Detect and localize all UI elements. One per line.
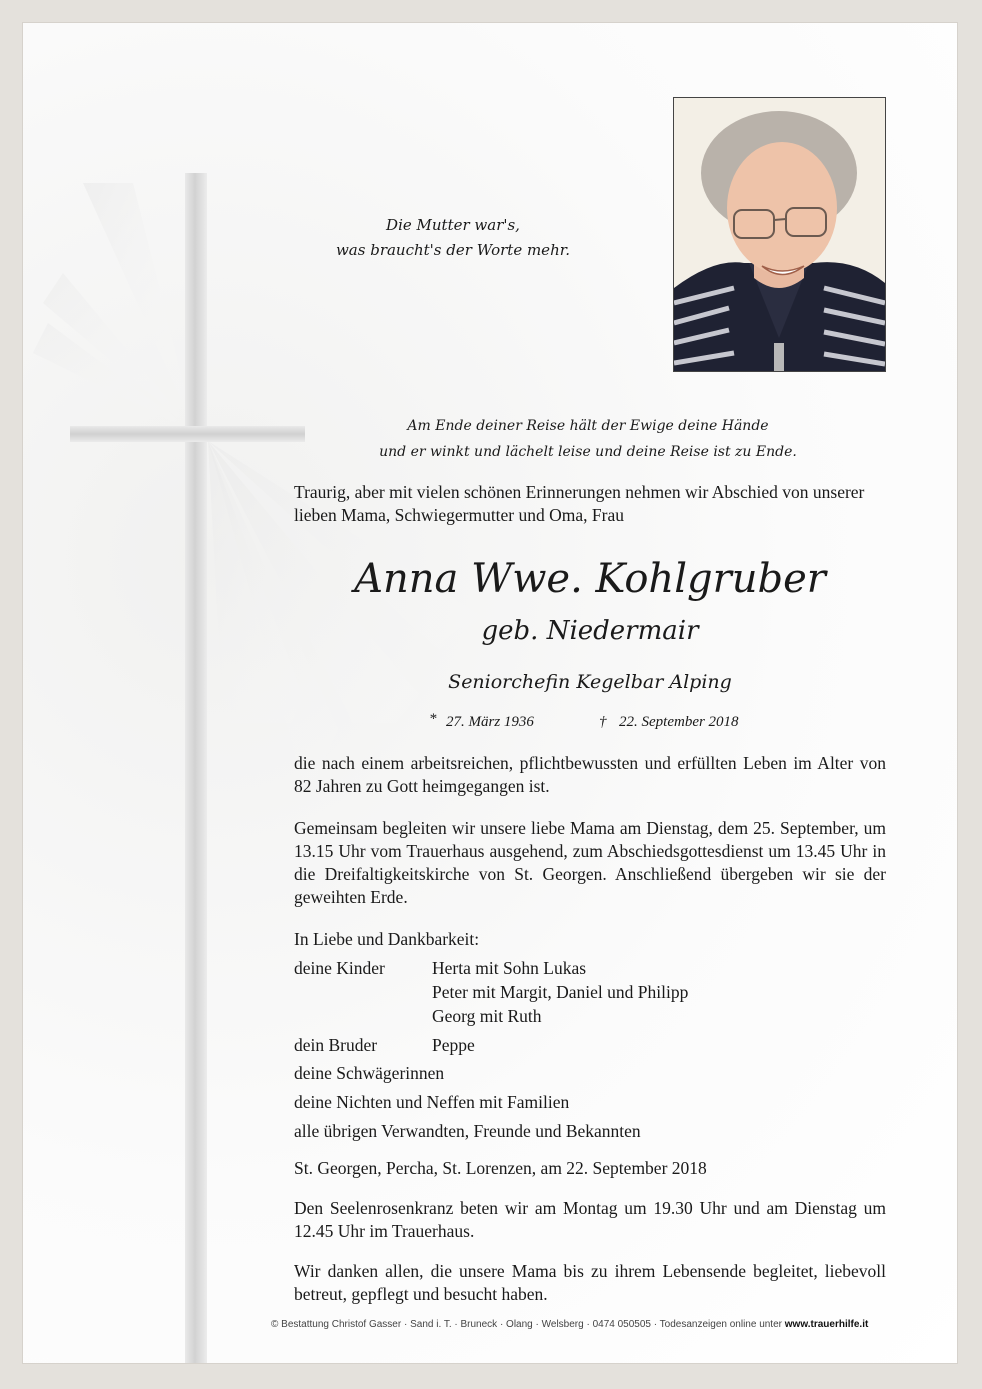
nieces-nephews: deine Nichten und Neffen mit Familien [294,1092,570,1112]
deceased-name: Anna Wwe. Kohlgruber [354,556,826,602]
place-and-date: St. Georgen, Percha, St. Lorenzen, am 22. September 2018 [294,1158,707,1178]
bottom-motto [363,413,813,465]
brother-label: dein Bruder [294,1035,378,1055]
sisters-in-law: deine Schwägerinnen [294,1063,445,1083]
bottom-motto-line1: Am Ende deiner Reise hält der Ewige deine Hände [407,418,769,434]
footer-url[interactable]: www.trauerhilfe.it [784,1319,869,1330]
intro-text: Traurig, aber mit vielen schönen Erinnerungen nehmen wir Abschied von unserer lieben Mama, Schwiegermutter und Oma, Frau [294,482,865,525]
footer [271,1318,923,1332]
brother-name: Peppe [432,1035,475,1055]
children-label: deine Kinder [294,958,385,978]
child-entry: Georg mit Ruth [432,1006,542,1026]
deceased-title: Seniorchefin Kegelbar Alping [448,671,732,693]
child-entry: Peter mit Margit, Daniel und Philipp [432,982,689,1002]
cross-vertical-beam [185,173,207,1364]
child-entry: Herta mit Sohn Lukas [432,958,587,978]
portrait-photo [673,97,886,372]
closing-paragraph: Wir danken allen, die unsere Mama bis zu ihrem Lebensende begleitet, liebevoll betreut, gepflegt und besucht haben. [294,1261,886,1304]
footer-text: © Bestattung Christof Gasser · Sand i. T. · Bruneck · Olang · Welsberg · 0474 050505 · Todesanzeigen online unter [271,1319,782,1330]
portrait-image [674,98,885,371]
death-date: 22. September 2018 [619,714,739,730]
funeral-paragraph: Gemeinsam begleiten wir unsere liebe Mama am Dienstag, dem 25. September, um 13.15 Uhr vom Trauerhaus ausgehend, zum Abschiedsgottesdienst um 13.45 Uhr in die Dreifaltigkeitskirche von St. Georgen. Anschließend übergeben wir sie der geweihten Erde. [294,818,886,907]
birth-date: 27. März 1936 [446,714,534,730]
top-motto [303,213,603,263]
death-symbol: † [599,714,607,730]
thanks-intro: In Liebe und Dankbarkeit: [294,929,480,949]
top-motto-line2: was braucht's der Worte mehr. [335,241,571,259]
bottom-motto-line2: und er winkt und lächelt leise und deine Reise ist zu Ende. [379,444,797,460]
top-motto-line1: Die Mutter war's, [386,216,520,234]
cross-horizontal-beam [70,426,305,442]
life-paragraph: die nach einem arbeitsreichen, pflichtbewussten und erfüllten Leben im Alter von 82 Jahren zu Gott heimgegangen ist. [294,753,886,796]
obituary-card [22,22,958,1364]
other-relatives: alle übrigen Verwandten, Freunde und Bekannten [294,1121,641,1141]
maiden-name: geb. Niedermair [481,616,699,646]
birth-symbol: * [429,711,437,727]
rosary-paragraph: Den Seelenrosenkranz beten wir am Montag um 19.30 Uhr und am Dienstag um 12.45 Uhr im Trauerhaus. [294,1198,886,1241]
